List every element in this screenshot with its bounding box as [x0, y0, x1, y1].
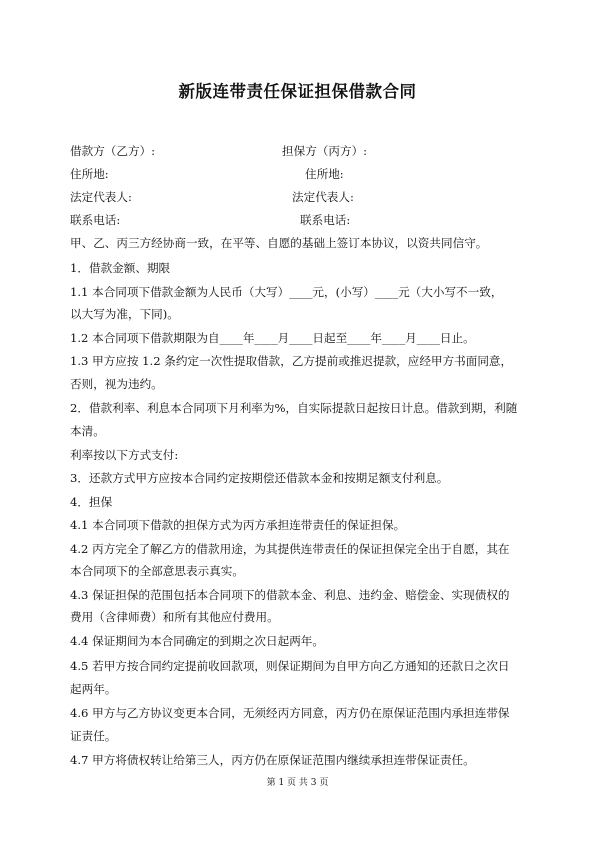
guarantor-legal-rep-label: 法定代表人: — [292, 190, 354, 204]
borrower-address-label: 住所地: — [70, 167, 109, 181]
body-line: 利率按以下方式支付: — [70, 448, 179, 462]
guarantor-phone-label: 联系电话: — [300, 213, 351, 227]
body-line: 4.1 本合同项下借款的担保方式为丙方承担连带责任的保证担保。 — [70, 518, 406, 532]
body-line: 起两年。 — [70, 682, 117, 696]
body-line: 4.5 若甲方按合同约定提前收回款项，则保证期间为自甲方向乙方通知的还款日之次日 — [70, 659, 510, 673]
body-line: 3．还款方式甲方应按本合同约定按期偿还借款本金和按期足额支付利息。 — [70, 471, 449, 485]
body-line: 1.1 本合同项下借款金额为人民币（大写）____元，(小写）____元（大小写不一致， — [70, 285, 503, 299]
body-line: 本合同项下的全部意思表示真实。 — [70, 564, 244, 578]
borrower-legal-rep-label: 法定代表人: — [70, 190, 132, 204]
body-line: 1.3 甲方应按 1.2 条约定一次性提取借款，乙方提前或推迟提款，应经甲方书面同意， — [70, 354, 513, 368]
body-line: 4.3 保证担保的范围包括本合同项下的借款本金、利息、违约金、赔偿金、实现债权的 — [70, 588, 510, 602]
body-line: 4.7 甲方将债权转让给第三人，丙方仍在原保证范围内继续承担连带保证责任。 — [70, 753, 475, 767]
body-line: 4.2 丙方完全了解乙方的借款用途，为其提供连带责任的保证担保完全出于自愿，其在 — [70, 542, 510, 556]
body-line: 以大写为准，下同)。 — [70, 307, 179, 321]
body-line: 费用（含律师费）和所有其他应付费用。 — [70, 610, 279, 624]
guarantor-address-label: 住所地: — [305, 167, 344, 181]
document-title: 新版连带责任保证担保借款合同 — [178, 82, 417, 101]
body-line: 甲、乙、丙三方经协商一致，在平等、自愿的基础上签订本协议，以资共同信守。 — [70, 236, 488, 250]
borrower-phone-label: 联系电话: — [70, 213, 121, 227]
section-heading: 4．担保 — [70, 495, 113, 509]
body-line: 本清。 — [70, 424, 105, 438]
body-line: 4.4 保证期间为本合同确定的到期之次日起两年。 — [70, 634, 324, 648]
borrower-label: 借款方（乙方）: — [70, 144, 156, 158]
section-heading: 1．借款金额、期限 — [70, 261, 171, 275]
body-line: 否则，视为违约。 — [70, 377, 163, 391]
body-line: 证责任。 — [70, 729, 117, 743]
page-footer: 第 1 页 共 3 页 — [266, 778, 329, 788]
body-line: 4.6 甲方与乙方协议变更本合同，无须经丙方同意，丙方仍在原保证范围内承担连带保 — [70, 706, 510, 720]
body-line: 2．借款利率、利息本合同项下月利率为%，自实际提款日起按日计息。借款到期，利随 — [70, 401, 518, 415]
guarantor-label: 担保方（丙方）: — [282, 144, 368, 158]
body-line: 1.2 本合同项下借款期限为自____年____月____日起至____年____月____日止。 — [70, 331, 475, 345]
